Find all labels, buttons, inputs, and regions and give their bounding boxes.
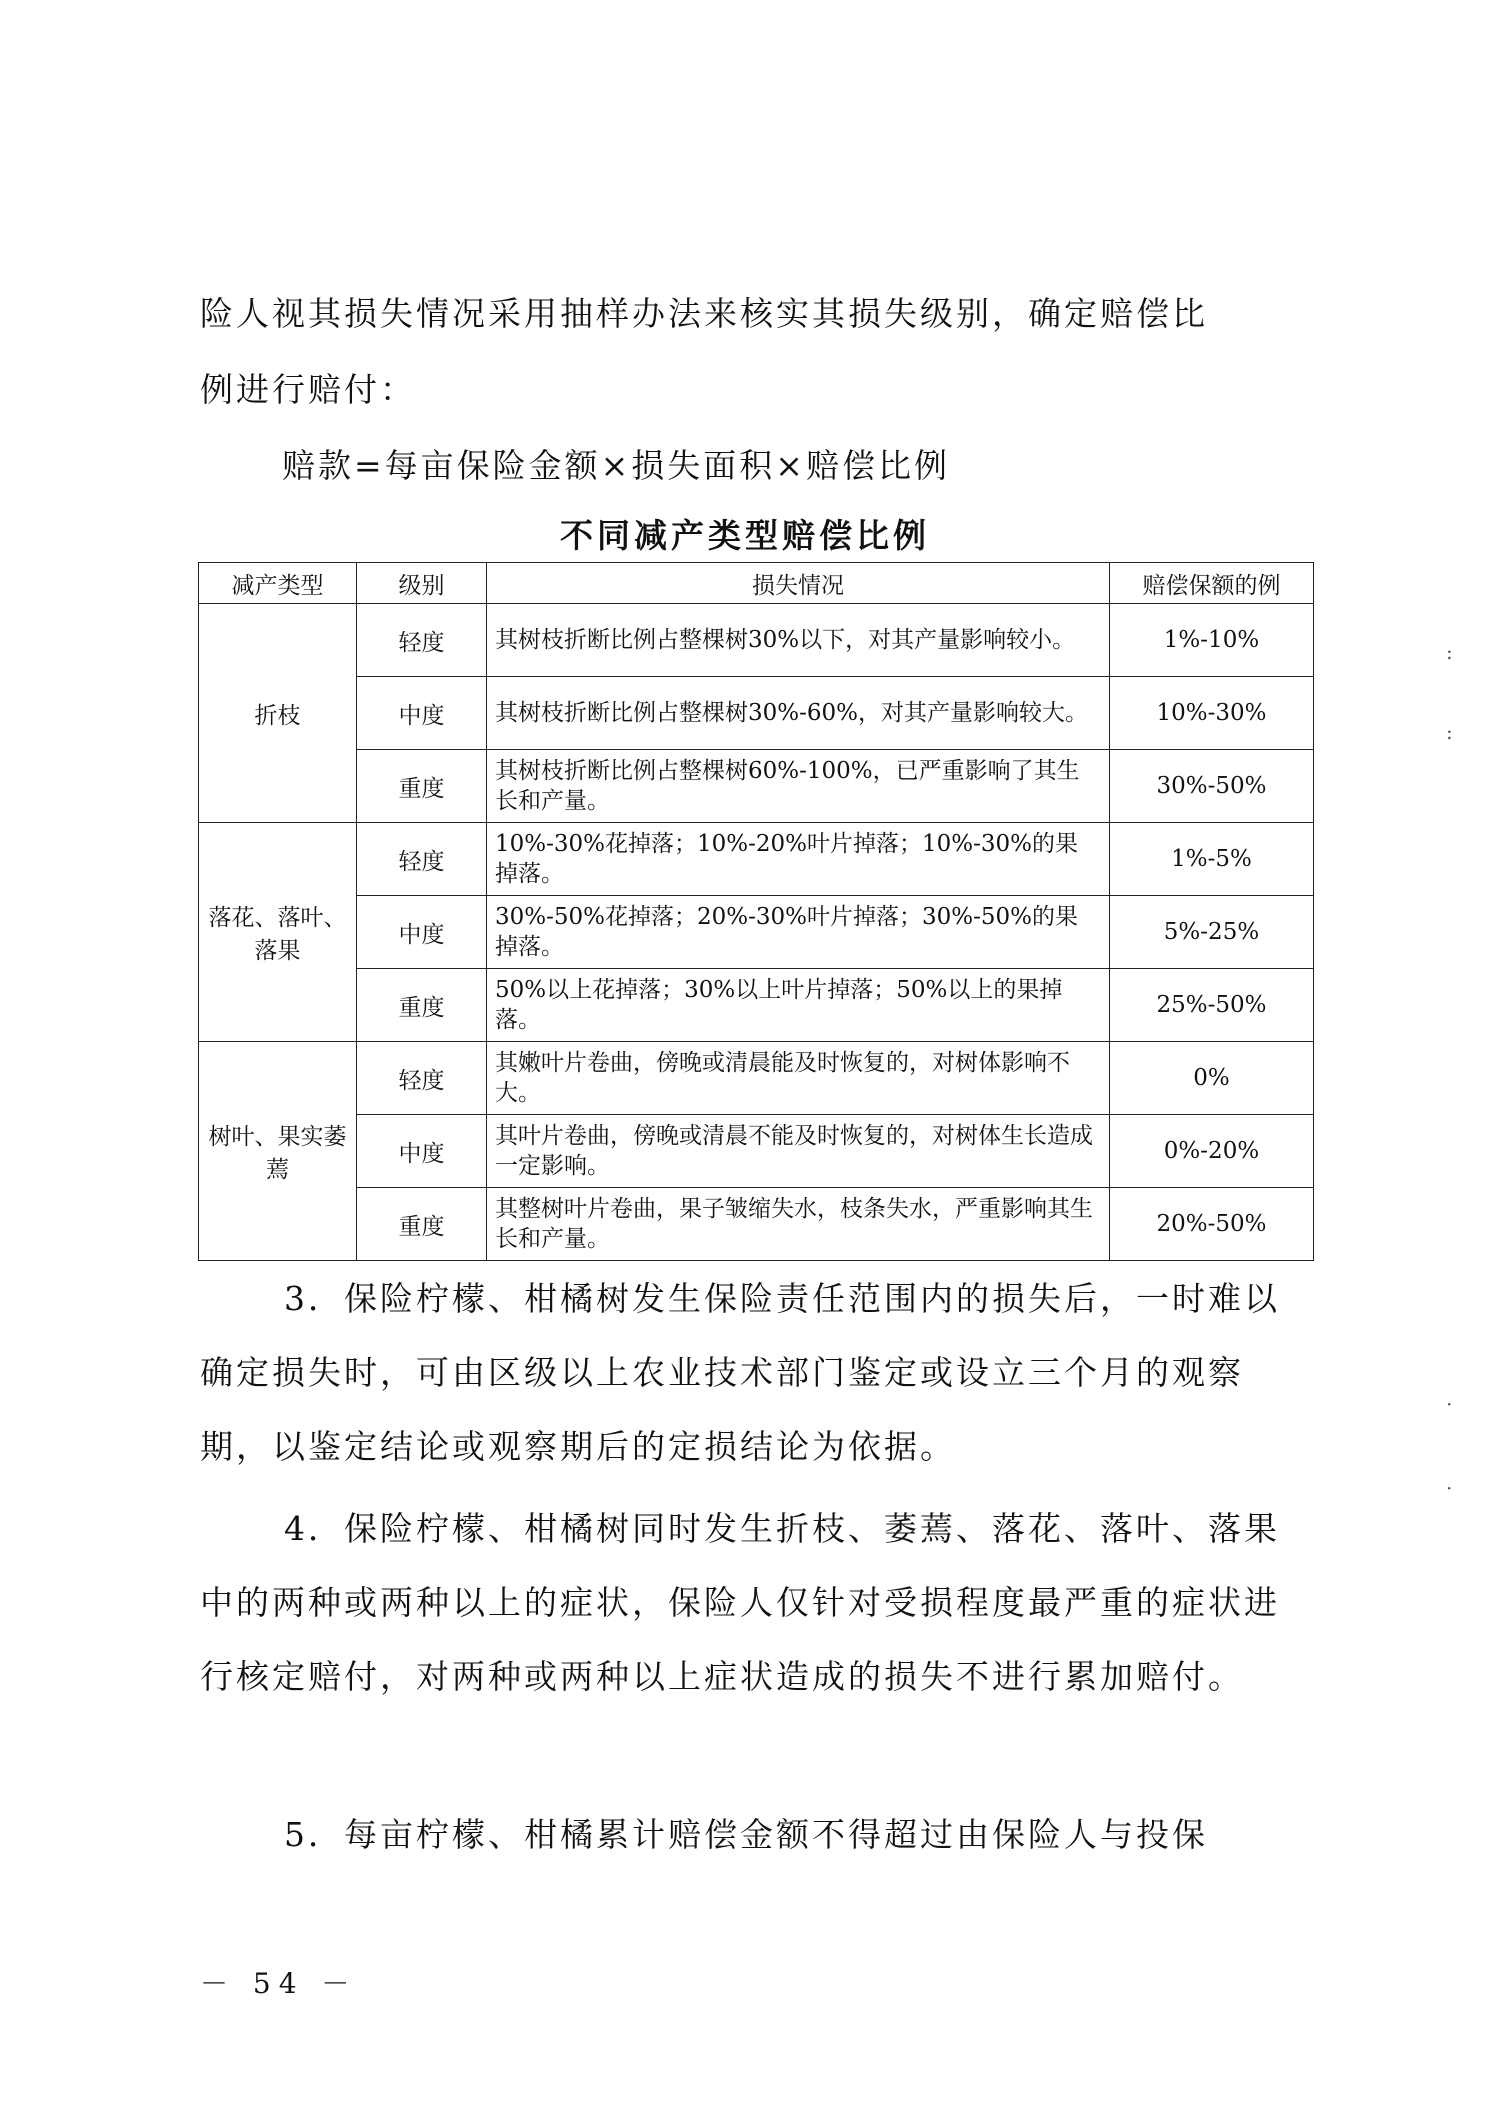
table-row [199, 750, 1314, 823]
formula: 赔款=每亩保险金额×损失面积×赔偿比例 [282, 446, 950, 485]
level-cell: 轻度 [357, 1042, 487, 1115]
intro-line-1: 险人视其损失情况采用抽样办法来核实其损失级别，确定赔偿比 [200, 294, 1208, 333]
table-row [199, 677, 1314, 750]
level-cell: 中度 [357, 896, 487, 969]
ratio-cell: 10%-30% [1110, 677, 1314, 750]
ratio-cell: 0%-20% [1110, 1115, 1314, 1188]
intro-line-2: 例进行赔付： [200, 370, 416, 409]
ratio-cell: 25%-50% [1110, 969, 1314, 1042]
loss-cell: 30%-50%花掉落；20%-30%叶片掉落；30%-50%的果掉落。 [487, 896, 1110, 969]
table-title: 不同减产类型赔偿比例 [560, 516, 930, 555]
level-cell: 轻度 [357, 823, 487, 896]
paragraph-4: 4．保险柠檬、柑橘树同时发生折枝、萎蔫、落花、落叶、落果中的两种或两种以上的症状，保险人仅针对受损程度最严重的症状进行核定赔付，对两种或两种以上症状造成的损失不进行累加赔付。 [200, 1509, 1280, 1696]
compensation-table [198, 562, 1314, 1261]
ratio-cell: 5%-25% [1110, 896, 1314, 969]
ratio-cell: 1%-10% [1110, 604, 1314, 677]
table-row [199, 1188, 1314, 1261]
level-cell: 重度 [357, 1188, 487, 1261]
header-level: 级别 [357, 563, 487, 604]
type-cell: 折枝 [199, 604, 357, 823]
ratio-cell: 0% [1110, 1042, 1314, 1115]
loss-cell: 其嫩叶片卷曲，傍晚或清晨能及时恢复的，对树体影响不大。 [487, 1042, 1110, 1115]
table-row [199, 969, 1314, 1042]
level-cell: 中度 [357, 1115, 487, 1188]
table-row [199, 823, 1314, 896]
table-row [199, 896, 1314, 969]
ratio-cell: 20%-50% [1110, 1188, 1314, 1261]
header-ratio: 赔偿保额的例 [1110, 563, 1314, 604]
table-row [199, 1042, 1314, 1115]
loss-cell: 10%-30%花掉落；10%-20%叶片掉落；10%-30%的果掉落。 [487, 823, 1110, 896]
scan-mark: · [1446, 1392, 1453, 1416]
paragraph-5: 5．每亩柠檬、柑橘累计赔偿金额不得超过由保险人与投保 [284, 1815, 1208, 1854]
ratio-cell: 30%-50% [1110, 750, 1314, 823]
ratio-cell: 1%-5% [1110, 823, 1314, 896]
header-loss: 损失情况 [487, 563, 1110, 604]
level-cell: 重度 [357, 969, 487, 1042]
scan-mark: · [1446, 1476, 1453, 1500]
loss-cell: 其树枝折断比例占整棵树30%以下，对其产量影响较小。 [487, 604, 1110, 677]
level-cell: 重度 [357, 750, 487, 823]
type-cell: 落花、落叶、落果 [199, 823, 357, 1042]
table-header-row [199, 563, 1314, 604]
scan-mark: : [1446, 720, 1453, 744]
level-cell: 中度 [357, 677, 487, 750]
level-cell: 轻度 [357, 604, 487, 677]
table-row [199, 1115, 1314, 1188]
loss-cell: 其整树叶片卷曲，果子皱缩失水，枝条失水，严重影响其生长和产量。 [487, 1188, 1110, 1261]
type-cell: 树叶、果实萎蔫 [199, 1042, 357, 1261]
page-number: － 54 － [200, 1967, 358, 2000]
loss-cell: 其叶片卷曲，傍晚或清晨不能及时恢复的，对树体生长造成一定影响。 [487, 1115, 1110, 1188]
loss-cell: 其树枝折断比例占整棵树60%-100%，已严重影响了其生长和产量。 [487, 750, 1110, 823]
header-type: 减产类型 [199, 563, 357, 604]
paragraph-3: 3．保险柠檬、柑橘树发生保险责任范围内的损失后，一时难以确定损失时，可由区级以上农业技术部门鉴定或设立三个月的观察期，以鉴定结论或观察期后的定损结论为依据。 [200, 1279, 1280, 1466]
scan-mark: : [1446, 640, 1453, 664]
loss-cell: 50%以上花掉落；30%以上叶片掉落；50%以上的果掉落。 [487, 969, 1110, 1042]
table-row [199, 604, 1314, 677]
loss-cell: 其树枝折断比例占整棵树30%-60%，对其产量影响较大。 [487, 677, 1110, 750]
